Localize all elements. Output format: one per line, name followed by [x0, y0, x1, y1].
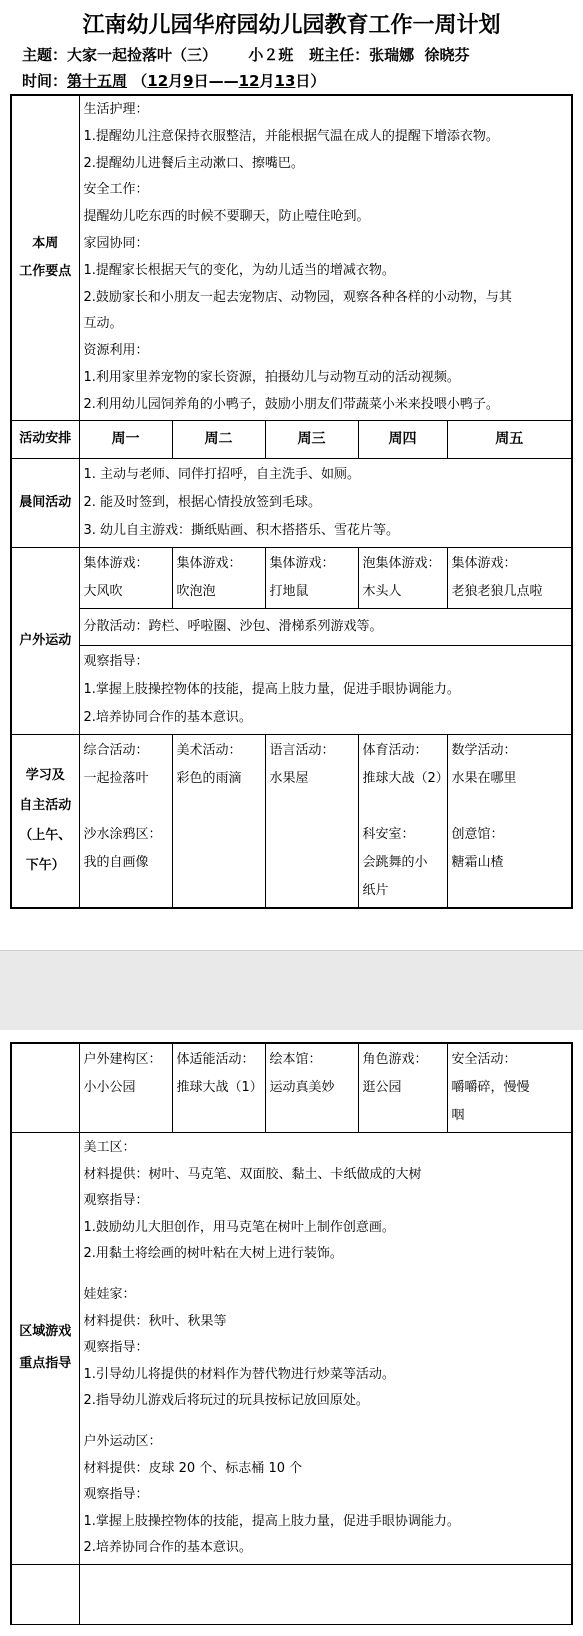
study-text: 会跳舞的小 [362, 854, 428, 870]
morning-content [79, 458, 572, 547]
outdoor-game-cell [358, 547, 447, 608]
outdoor-game-cell [79, 547, 172, 608]
study-text: 水果在哪里 [451, 770, 517, 786]
meta-line-1 [22, 44, 470, 65]
to-day: 13 [274, 72, 296, 90]
study-text: 运动真美妙 [269, 1080, 335, 1095]
study-text: 美术活动： [176, 742, 242, 758]
paren-open: （ [132, 72, 148, 90]
schedule-row [11, 420, 572, 458]
paren-close: ） [310, 72, 326, 90]
outdoor-game-cell [172, 547, 265, 608]
area-line: 2.指导幼儿游戏后将玩过的玩具按标记放回原处。 [83, 1393, 369, 1409]
focus-line: 1.提醒家长根据天气的变化，为幼儿适当的增减衣物。 [83, 262, 395, 278]
month-char: 月 [168, 72, 184, 90]
day-char-2: 日 [295, 72, 311, 90]
study-label [11, 734, 79, 908]
focus-line: 2.鼓励家长和小朋友一起去宠物店、动物园，观察各种各样的小动物，与其 [83, 289, 512, 305]
game-type: 集体游戏： [451, 555, 517, 571]
from-month: 12 [147, 72, 169, 90]
study-text: 纸片 [362, 882, 389, 898]
day-header: 周二 [172, 420, 265, 458]
morning-line: 3. 幼儿自主游戏：撕纸贴画、积木搭搭乐、雪花片等。 [83, 522, 400, 538]
area-line: 材料提供：皮球 20 个、标志桶 10 个 [83, 1460, 303, 1476]
study-text: 我的自画像 [83, 854, 149, 870]
day-header: 周五 [447, 420, 572, 458]
study-text: 创意馆： [451, 826, 504, 842]
meta-line-2 [22, 70, 325, 91]
area-line: 美工区： [83, 1140, 136, 1155]
game-name: 吹泡泡 [176, 583, 216, 599]
schedule-label: 活动安排 [11, 420, 79, 458]
guide-line: 2.培养协同合作的基本意识。 [83, 709, 252, 725]
game-name: 打地鼠 [269, 583, 309, 599]
game-name: 大风吹 [83, 583, 123, 599]
study-text: 嚼嚼碎，慢慢 [451, 1080, 530, 1095]
teacher-label: 班主任： [309, 46, 370, 64]
focus-content [79, 95, 572, 420]
area-row [11, 1133, 572, 1565]
page-gap [0, 950, 583, 1032]
theme-value: 大家一起捡落叶（三） [67, 46, 218, 64]
outdoor-guide [79, 645, 572, 734]
area-line: 观察指导： [83, 1487, 149, 1503]
game-name: 木头人 [362, 583, 402, 599]
study-cell-fri-2 [447, 1043, 572, 1133]
area-line: 观察指导： [83, 1340, 149, 1356]
teacher-value: 张瑞娜 徐晓芬 [369, 46, 470, 64]
study-row [11, 734, 572, 908]
day-char: 日 [193, 72, 209, 90]
study-cell-wed-2 [265, 1043, 358, 1133]
focus-label [11, 95, 79, 420]
document-title: 江南幼儿园华府园幼儿园教育工作一周计划 [82, 12, 501, 38]
study-label-line: 下午） [25, 857, 65, 873]
study-blank [363, 793, 443, 821]
area-line: 1.引导幼儿将提供的材料作为替代物进行炒菜等活动。 [83, 1366, 395, 1382]
area-label [11, 1133, 79, 1565]
area-line: 观察指导： [83, 1193, 149, 1209]
game-name: 老狼老狼几点啦 [451, 583, 543, 599]
study-cell-wed [265, 734, 358, 908]
study-label-continued [11, 1043, 79, 1133]
study-text: 数学活动： [451, 742, 517, 758]
focus-row [11, 95, 572, 420]
study-label-line: （上午、 [19, 827, 72, 843]
outdoor-guide-row [11, 645, 572, 734]
study-cell-tue-2 [172, 1043, 265, 1133]
area-line: 2.用黏土将绘画的树叶粘在大树上进行装饰。 [83, 1246, 343, 1262]
time-label: 时间： [22, 72, 68, 90]
area-label-line-2: 重点指导 [19, 1356, 72, 1372]
outdoor-scatter-row [11, 608, 572, 645]
game-type: 泡集体游戏： [362, 555, 441, 571]
study-text: 小小公园 [83, 1080, 136, 1095]
study-text: 体育活动： [362, 742, 428, 758]
game-type: 集体游戏： [176, 555, 242, 571]
study-text: 科安室： [362, 826, 415, 842]
focus-line: 安全工作： [83, 182, 149, 198]
area-spacer [84, 1415, 568, 1429]
study-text: 逛公园 [362, 1080, 402, 1095]
focus-line: 家园协同： [83, 235, 149, 251]
area-line: 1.鼓励幼儿大胆创作，用马克笔在树叶上制作创意画。 [83, 1219, 395, 1235]
study-text: 安全活动： [451, 1052, 517, 1067]
area-label-line-1: 区域游戏 [19, 1324, 72, 1340]
focus-line: 生活护理： [83, 102, 149, 117]
area-spacer [84, 1268, 568, 1282]
date-separator: —— [208, 72, 239, 90]
study-text: 户外建构区： [83, 1052, 162, 1067]
study-text: 综合活动： [83, 742, 149, 758]
study-cell-thu-2 [358, 1043, 447, 1133]
morning-line: 2. 能及时签到，根据心情投放签到毛球。 [83, 494, 322, 510]
day-header: 周三 [265, 420, 358, 458]
class-value: 小２班 [248, 46, 294, 64]
study-text: 一起捡落叶 [83, 770, 149, 786]
focus-line: 互动。 [83, 316, 123, 332]
focus-line: 资源利用： [83, 343, 149, 359]
morning-line: 1. 主动与老师、同伴打招呼，自主洗手、如厕。 [83, 466, 361, 482]
outdoor-game-cell [447, 547, 572, 608]
outdoor-scatter: 分散活动：跨栏、呼啦圈、沙包、滑梯系列游戏等。 [79, 608, 572, 645]
morning-row [11, 458, 572, 547]
week-value: 第十五周 [67, 72, 128, 90]
study-blank [452, 793, 568, 821]
study-cell-mon-2 [79, 1043, 172, 1133]
area-line: 1.掌握上肢操控物体的技能，提高上肢力量，促进手眼协调能力。 [83, 1513, 460, 1529]
month-char-2: 月 [259, 72, 275, 90]
focus-line: 2.提醒幼儿进餐后主动漱口、擦嘴巴。 [83, 155, 304, 171]
focus-label-line-1: 本周 [32, 235, 59, 251]
focus-line: 2.利用幼儿园饲养角的小鸭子，鼓励小朋友们带蔬菜小米来投喂小鸭子。 [83, 396, 499, 412]
area-line: 娃娃家： [83, 1286, 136, 1302]
study-text: 沙水涂鸦区： [83, 826, 162, 842]
focus-label-line-2: 工作要点 [19, 263, 72, 279]
weekly-plan-table [10, 94, 573, 909]
study-blank [84, 793, 168, 821]
to-month: 12 [238, 72, 260, 90]
study-cell-mon [79, 734, 172, 908]
empty-cell [11, 1564, 79, 1624]
study-row-continued [11, 1043, 572, 1133]
area-line: 材料提供：秋叶、秋果等 [83, 1313, 227, 1329]
study-cell-thu [358, 734, 447, 908]
area-line: 2.培养协同合作的基本意识。 [83, 1540, 252, 1556]
game-type: 集体游戏： [269, 555, 335, 571]
study-text: 推球大战（1） [176, 1080, 263, 1095]
empty-cell [79, 1564, 572, 1624]
guide-line: 观察指导： [83, 653, 149, 669]
guide-line: 1.掌握上肢操控物体的技能，提高上肢力量，促进手眼协调能力。 [83, 681, 460, 697]
study-text: 推球大战（2） [362, 770, 449, 786]
outdoor-games-row [11, 547, 572, 608]
game-type: 集体游戏： [83, 555, 149, 571]
study-label-line: 学习及 [25, 767, 65, 783]
study-cell-tue [172, 734, 265, 908]
day-header: 周一 [79, 420, 172, 458]
area-line: 材料提供：树叶、马克笔、双面胶、黏土、卡纸做成的大树 [83, 1166, 422, 1182]
theme-label: 主题： [22, 46, 68, 64]
study-text: 角色游戏： [362, 1052, 428, 1067]
outdoor-label: 户外运动 [11, 547, 79, 734]
study-label-line: 自主活动 [19, 797, 72, 813]
morning-label: 晨间活动 [11, 458, 79, 547]
study-text: 糖霜山楂 [451, 854, 504, 870]
day-header: 周四 [358, 420, 447, 458]
area-line: 户外运动区： [83, 1433, 162, 1449]
document-page-2 [0, 1030, 583, 1636]
focus-line: 提醒幼儿吃东西的时候不要聊天，防止噎住呛到。 [83, 209, 370, 225]
study-text: 彩色的雨滴 [176, 770, 242, 786]
empty-row [11, 1564, 572, 1624]
study-cell-fri [447, 734, 572, 908]
study-text: 水果屋 [269, 770, 309, 786]
outdoor-game-cell [265, 547, 358, 608]
focus-line: 1.利用家里养宠物的家长资源，拍摄幼儿与动物互动的活动视频。 [83, 369, 460, 385]
area-content [79, 1133, 572, 1565]
study-text: 体适能活动： [176, 1052, 255, 1067]
from-day: 9 [183, 72, 194, 90]
study-text: 咽 [451, 1108, 465, 1123]
study-text: 绘本馆： [269, 1052, 322, 1067]
weekly-plan-table-continued [10, 1042, 573, 1625]
study-text: 语言活动： [269, 742, 335, 758]
focus-line: 1.提醒幼儿注意保持衣服整洁，并能根据气温在成人的提醒下增添衣物。 [83, 128, 499, 144]
